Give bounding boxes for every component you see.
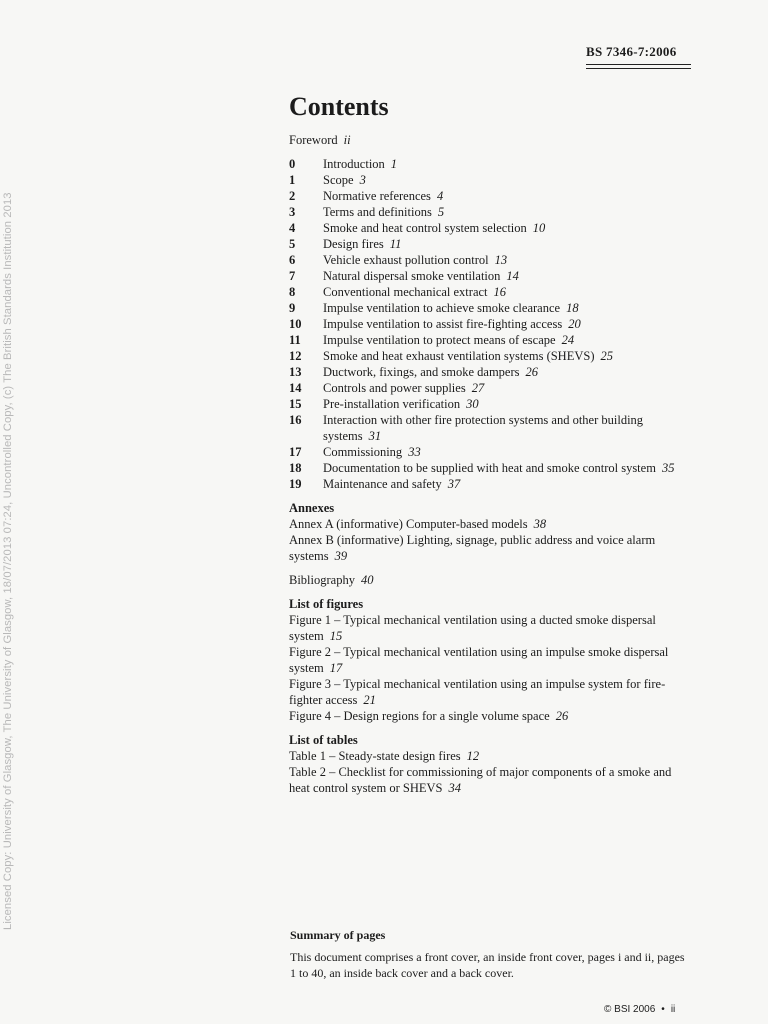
toc-number: 2	[289, 189, 296, 203]
toc-page: 10	[532, 221, 546, 235]
toc-row	[289, 300, 689, 316]
toc-title: Ductwork, fixings, and smoke dampers	[323, 365, 520, 379]
annex-entry	[289, 532, 689, 564]
toc-title: Pre-installation verification	[323, 397, 461, 411]
figure-page: 26	[555, 709, 569, 723]
toc-title: Documentation to be supplied with heat and smoke control system	[323, 461, 656, 475]
header-rule-top	[586, 64, 691, 65]
toc-page: 24	[561, 333, 575, 347]
toc-number: 5	[289, 237, 296, 251]
annex-title: Annex A (informative) Computer-based models	[289, 517, 528, 531]
toc-number: 18	[289, 461, 302, 475]
toc-row	[289, 220, 689, 236]
summary-text: This document comprises a front cover, an inside front cover, pages i and ii, pages 1 to 40, an inside back cover and a back cover.	[290, 950, 685, 980]
bibliography-label: Bibliography	[289, 573, 355, 587]
toc-page: 20	[568, 317, 581, 331]
annex-page: 39	[334, 549, 348, 563]
page-title: Contents	[289, 92, 389, 121]
toc-number: 1	[289, 173, 296, 187]
figure-page: 17	[329, 661, 343, 675]
toc-title: Vehicle exhaust pollution control	[323, 253, 489, 267]
toc-title: Normative references	[323, 189, 431, 203]
copyright-notice: © BSI 2006	[604, 1004, 656, 1015]
toc-row	[289, 236, 689, 252]
page-number: ii	[670, 1004, 676, 1015]
annex-title: Annex B (informative) Lighting, signage, public address and voice alarm systems	[289, 533, 656, 563]
table-page: 34	[448, 781, 461, 795]
toc-number: 14	[289, 381, 302, 395]
toc-page: 1	[390, 157, 398, 171]
contents-page	[289, 90, 689, 796]
toc-row	[289, 348, 689, 364]
toc-row	[289, 476, 689, 492]
toc-number: 15	[289, 397, 302, 411]
figure-entry	[289, 708, 689, 724]
toc-list	[289, 156, 689, 492]
toc-title: Scope	[323, 173, 354, 187]
toc-number: 10	[289, 317, 302, 331]
toc-row	[289, 364, 689, 380]
toc-page: 30	[466, 397, 479, 411]
toc-page: 14	[506, 269, 519, 283]
figure-title: Figure 4 – Design regions for a single volume space	[289, 709, 550, 723]
toc-page: 35	[661, 461, 675, 475]
toc-page: 18	[566, 301, 579, 315]
table-title: Table 2 – Checklist for commissioning of major components of a smoke and heat control system or SHEVS	[289, 765, 672, 795]
table-entry	[289, 764, 689, 796]
toc-page: 37	[447, 477, 461, 491]
toc-title: Introduction	[323, 157, 385, 171]
toc-title: Impulse ventilation to protect means of escape	[323, 333, 556, 347]
toc-row	[289, 316, 689, 332]
figure-title: Figure 2 – Typical mechanical ventilation using an impulse smoke dispersal system	[289, 645, 669, 675]
toc-row	[289, 188, 689, 204]
toc-number: 4	[289, 221, 296, 235]
annexes-heading: Annexes	[289, 501, 335, 515]
toc-title: Conventional mechanical extract	[323, 285, 488, 299]
annex-page: 38	[533, 517, 547, 531]
toc-title: Smoke and heat control system selection	[323, 221, 527, 235]
toc-title: Design fires	[323, 237, 384, 251]
toc-page: 11	[389, 237, 402, 251]
toc-page: 5	[437, 205, 445, 219]
toc-number: 0	[289, 157, 296, 171]
toc-row	[289, 412, 689, 444]
toc-row	[289, 332, 689, 348]
license-watermark: Licensed Copy: University of Glasgow, The University of Glasgow, 18/07/2013 07:24, Uncontrolled Copy, (c) The British Standards Institution 2013	[2, 192, 14, 930]
bibliography-page: 40	[360, 573, 374, 587]
toc-number: 8	[289, 285, 296, 299]
figures-heading: List of figures	[289, 597, 364, 611]
table-page: 12	[466, 749, 480, 763]
table-entry	[289, 748, 689, 764]
toc-title: Interaction with other fire protection systems and other building systems	[323, 413, 644, 443]
toc-row	[289, 284, 689, 300]
foreword-page: ii	[343, 133, 351, 147]
toc-number: 19	[289, 477, 302, 491]
toc-row	[289, 156, 689, 172]
bibliography-entry	[289, 572, 689, 588]
figure-page: 21	[363, 693, 376, 707]
figure-entry	[289, 676, 689, 708]
figure-title: Figure 1 – Typical mechanical ventilation using a ducted smoke dispersal system	[289, 613, 656, 643]
toc-row	[289, 252, 689, 268]
foreword-entry	[289, 132, 689, 148]
toc-page: 31	[368, 429, 382, 443]
figure-title: Figure 3 – Typical mechanical ventilation using an impulse system for fire-fighter access	[289, 677, 666, 707]
toc-page: 4	[436, 189, 444, 203]
foreword-label: Foreword	[289, 133, 338, 147]
summary-of-pages	[290, 927, 690, 981]
toc-row	[289, 396, 689, 412]
toc-number: 9	[289, 301, 296, 315]
toc-title: Impulse ventilation to assist fire-fighting access	[323, 317, 563, 331]
table-title: Table 1 – Steady-state design fires	[289, 749, 461, 763]
figure-entry	[289, 612, 689, 644]
figure-entry	[289, 644, 689, 676]
standard-code: BS 7346-7:2006	[586, 44, 677, 59]
toc-page: 3	[359, 173, 366, 187]
toc-row	[289, 204, 689, 220]
toc-page: 13	[494, 253, 508, 267]
figure-page: 15	[329, 629, 343, 643]
toc-number: 6	[289, 253, 296, 267]
toc-page: 25	[600, 349, 613, 363]
toc-number: 13	[289, 365, 302, 379]
toc-number: 3	[289, 205, 296, 219]
summary-heading: Summary of pages	[290, 928, 386, 942]
toc-row	[289, 268, 689, 284]
toc-row	[289, 172, 689, 188]
page-footer	[604, 1004, 681, 1015]
header-rule-bottom	[586, 68, 691, 69]
toc-row	[289, 444, 689, 460]
toc-number: 17	[289, 445, 302, 459]
toc-title: Smoke and heat exhaust ventilation systems (SHEVS)	[323, 349, 595, 363]
toc-title: Controls and power supplies	[323, 381, 466, 395]
toc-number: 16	[289, 413, 302, 427]
toc-title: Impulse ventilation to achieve smoke clearance	[323, 301, 561, 315]
toc-page: 26	[525, 365, 538, 379]
toc-page: 33	[408, 445, 421, 459]
toc-title: Commissioning	[323, 445, 403, 459]
toc-row	[289, 380, 689, 396]
toc-page: 27	[471, 381, 485, 395]
toc-page: 16	[493, 285, 507, 299]
toc-title: Natural dispersal smoke ventilation	[323, 269, 501, 283]
tables-heading: List of tables	[289, 733, 358, 747]
footer-separator: •	[661, 1004, 665, 1015]
toc-number: 12	[289, 349, 302, 363]
toc-number: 11	[289, 333, 301, 347]
toc-title: Terms and definitions	[323, 205, 432, 219]
toc-number: 7	[289, 269, 296, 283]
toc-title: Maintenance and safety	[323, 477, 442, 491]
annex-entry	[289, 516, 689, 532]
toc-row	[289, 460, 689, 476]
